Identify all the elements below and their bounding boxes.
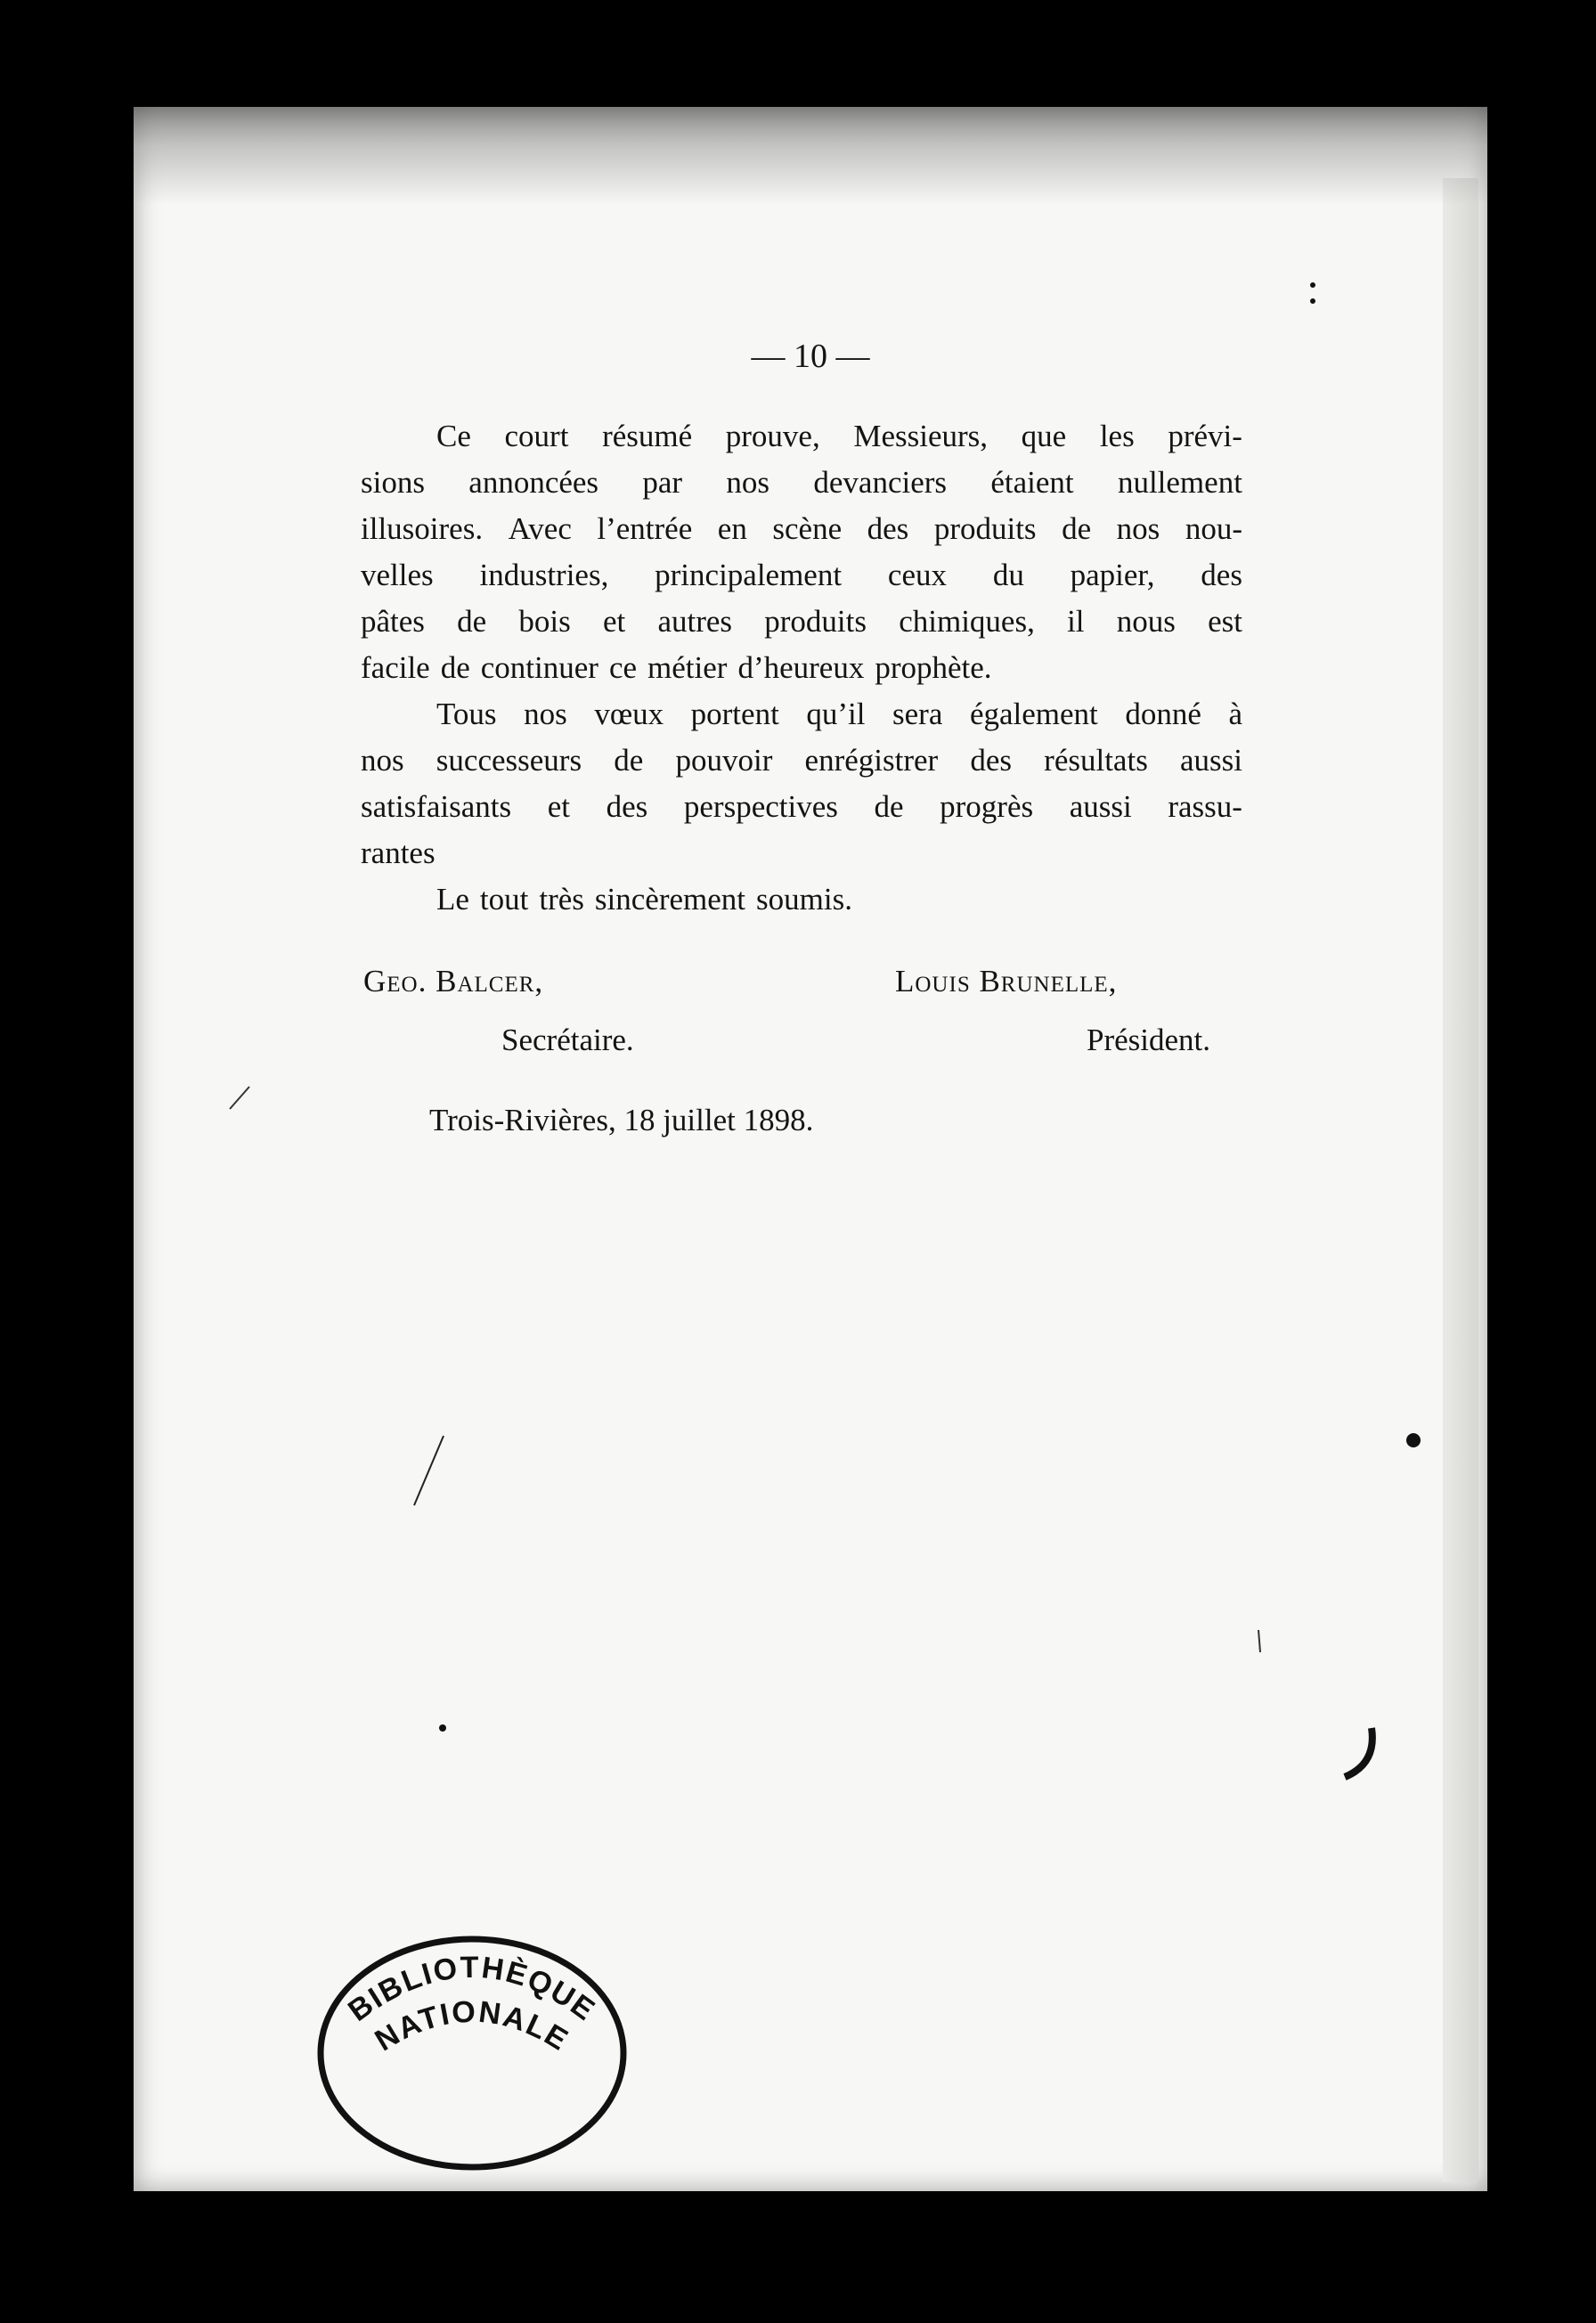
text-line: [361, 789, 1242, 825]
word: sions: [361, 465, 425, 500]
word: pouvoir: [675, 743, 773, 778]
text-line: [361, 465, 1242, 501]
word: nos: [361, 743, 404, 778]
text-line: [361, 743, 1242, 778]
word: vœux: [594, 697, 664, 731]
dateline: Trois-Rivières, 18 juillet 1898.: [429, 1103, 814, 1137]
word: ceux: [887, 558, 947, 592]
word: sincèrement: [594, 882, 746, 917]
text-line: [361, 835, 1242, 871]
word: Le: [436, 882, 469, 917]
text-line: [436, 882, 1242, 917]
word: perspectives: [683, 789, 838, 824]
word: donné: [1125, 697, 1201, 731]
page-top-shadow: [134, 107, 1487, 205]
word: également: [969, 697, 1098, 731]
word: bois: [518, 604, 571, 639]
president-name: Louis Brunelle,: [895, 964, 1118, 998]
page-number: — 10 —: [751, 338, 870, 375]
word: nou-: [1185, 511, 1242, 546]
word: prophète.: [875, 650, 992, 685]
text-line: [361, 650, 1242, 686]
word: nullement: [1117, 465, 1242, 500]
page-edge: [1443, 178, 1478, 2182]
word: successeurs: [436, 743, 582, 778]
word: continuer: [480, 650, 598, 685]
word: étaient: [990, 465, 1074, 500]
word: des: [1201, 558, 1242, 592]
word: et: [602, 604, 626, 639]
word: par: [642, 465, 683, 500]
word: annoncées: [468, 465, 599, 500]
word: papier,: [1070, 558, 1155, 592]
word: des: [867, 511, 909, 546]
word: nos: [726, 465, 770, 500]
word: à: [1228, 697, 1242, 731]
word: des: [606, 789, 648, 824]
word: aussi: [1179, 743, 1242, 778]
stamp-line-2: NATIONALE: [369, 1994, 575, 2058]
word: satisfaisants: [361, 789, 512, 824]
word: l’entrée: [597, 511, 693, 546]
word: portent: [690, 697, 779, 731]
word: prévi-: [1168, 419, 1242, 453]
word: soumis.: [756, 882, 852, 917]
word: Tous: [436, 697, 497, 731]
word: industries,: [479, 558, 609, 592]
word: résumé: [602, 419, 693, 453]
text-line: [361, 558, 1242, 593]
word: autres: [657, 604, 733, 639]
word: sera: [892, 697, 943, 731]
word: tout: [479, 882, 529, 917]
text-line: [361, 604, 1242, 640]
word: est: [1208, 604, 1242, 639]
president-title: Président.: [1087, 1023, 1211, 1057]
word: qu’il: [806, 697, 866, 731]
word: facile: [361, 650, 430, 685]
word: produits: [933, 511, 1037, 546]
word: nous: [1116, 604, 1176, 639]
stamp-line-1: BIBLIOTHÈQUE: [342, 1950, 602, 2028]
word: pâtes: [361, 604, 425, 639]
word: il: [1067, 604, 1085, 639]
text-line: [436, 697, 1242, 732]
text-line: [361, 511, 1242, 547]
word: les: [1099, 419, 1135, 453]
secretary-name: Geo. Balcer,: [363, 964, 544, 998]
word: nos: [1116, 511, 1160, 546]
svg-text:NATIONALE: [370, 1994, 575, 2058]
word: de: [457, 604, 487, 639]
word: Ce: [436, 419, 471, 453]
word: rantes: [361, 835, 436, 870]
word: de: [440, 650, 470, 685]
word: que: [1021, 419, 1067, 453]
word: principalement: [655, 558, 843, 592]
word: Messieurs,: [853, 419, 989, 453]
library-stamp: [307, 1928, 637, 2178]
word: des: [970, 743, 1012, 778]
word: du: [992, 558, 1024, 592]
word: enrégistrer: [804, 743, 939, 778]
word: et: [547, 789, 571, 824]
word: de: [874, 789, 904, 824]
word: de: [1062, 511, 1092, 546]
word: illusoires.: [361, 511, 484, 546]
word: Avec: [508, 511, 572, 546]
word: métier: [647, 650, 728, 685]
word: nos: [524, 697, 567, 731]
word: scène: [772, 511, 843, 546]
word: résultats: [1044, 743, 1148, 778]
word: d’heureux: [737, 650, 865, 685]
text-line: [436, 419, 1242, 454]
word: prouve,: [725, 419, 820, 453]
word: court: [504, 419, 569, 453]
word: velles: [361, 558, 434, 592]
word: devanciers: [813, 465, 948, 500]
word: rassu-: [1168, 789, 1242, 824]
word: chimiques,: [899, 604, 1035, 639]
word: de: [614, 743, 644, 778]
word: aussi: [1069, 789, 1132, 824]
word: ce: [608, 650, 638, 685]
word: très: [539, 882, 584, 917]
word: produits: [764, 604, 867, 639]
word: progrès: [940, 789, 1034, 824]
secretary-title: Secrétaire.: [501, 1023, 634, 1057]
word: en: [717, 511, 747, 546]
